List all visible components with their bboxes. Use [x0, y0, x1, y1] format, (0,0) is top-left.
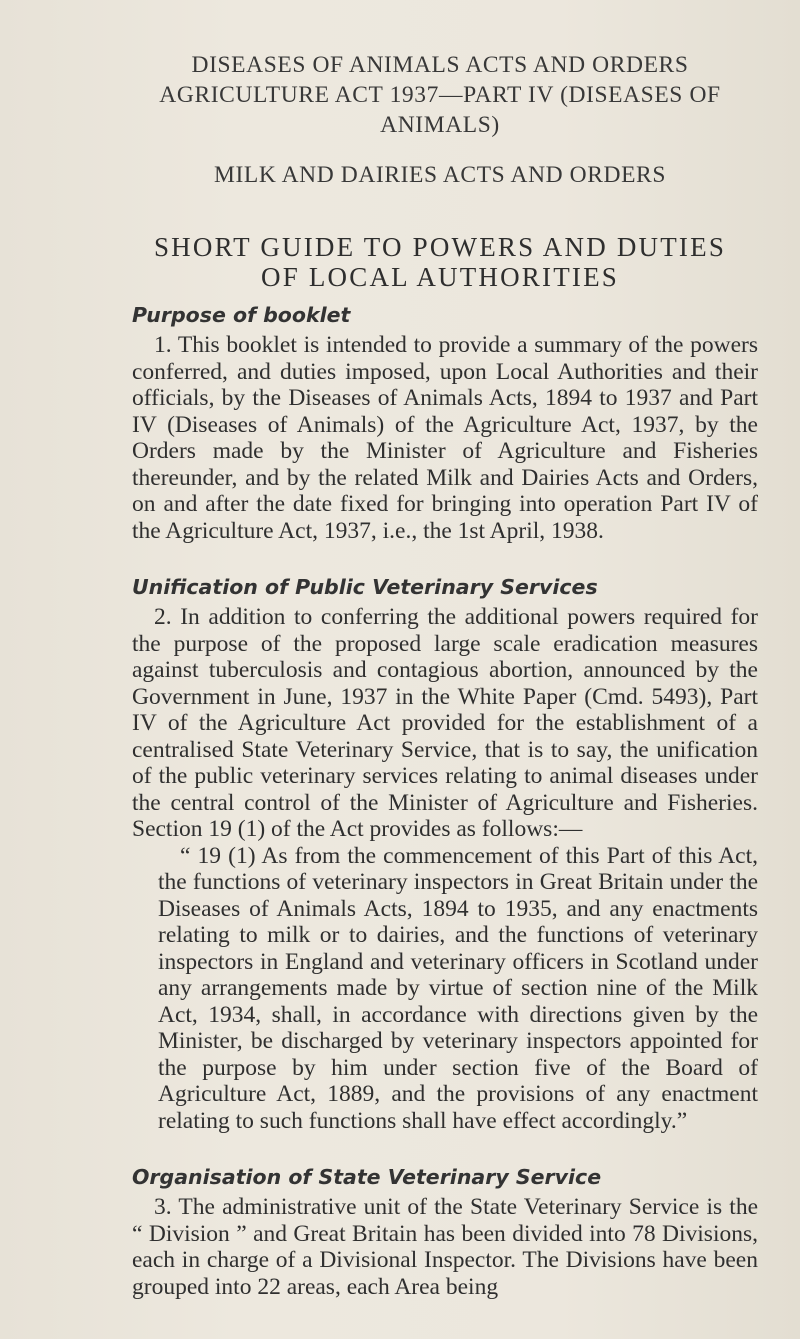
guide-title-line-1: SHORT GUIDE TO POWERS AND DUTIES — [153, 232, 727, 262]
section-heading-purpose: Purpose of booklet — [132, 303, 351, 327]
section-heading-organisation: Organisation of State Veterinary Service — [132, 1165, 602, 1189]
section-purpose — [132, 302, 758, 544]
guide-title-line-2: OF LOCAL AUTHORITIES — [261, 262, 619, 292]
header-line-diseases-acts: DISEASES OF ANIMALS ACTS AND ORDERS — [191, 52, 689, 78]
header-line-animals: ANIMALS) — [380, 112, 500, 138]
paragraph-1: 1. This booklet is intended to provide a summary of the powers conferred, and duties imposed, upon Local Authorities and their officials, by the Diseases of Animals Acts, 1894 to 1937 and Part IV (Diseases of Animals) of the Agriculture Act, 1937, by the Orders made by the Minister of Agriculture and Fisheries thereunder, and by the related Milk and Dairies Acts and Orders, on and after the date fixed for bringing into operation Part IV of the Agriculture Act, 1937, i.e., the 1st April, 1938. — [132, 332, 758, 544]
section-organisation — [132, 1164, 758, 1300]
header-line-milk-dairies: MILK AND DAIRIES ACTS AND ORDERS — [213, 162, 667, 188]
paragraph-3: 3. The administrative unit of the State Veterinary Service is the “ Division ” and Great Britain has been divided into 78 Divisions, each in charge of a Divisional Inspector. The Divisions have been grouped into 22 areas, each Area being — [132, 1194, 758, 1300]
section-heading-unification: Unification of Public Veterinary Services — [132, 575, 598, 599]
guide-title — [122, 232, 758, 292]
header-line-agriculture-act: AGRICULTURE ACT 1937—PART IV (DISEASES OF — [159, 82, 721, 108]
section-unification — [132, 574, 758, 1134]
document-header — [122, 50, 758, 190]
paragraph-2: 2. In addition to conferring the additional powers required for the purpose of the proposed large scale eradication measures against tuberculosis and contagious abortion, announced by the Government in June, 1937 in the White Paper (Cmd. 5493), Part IV of the Agriculture Act provided for the establishment of a centralised State Veterinary Service, that is to say, the unification of the public veterinary services relating to animal diseases under the central control of the Minister of Agriculture and Fisheries. Section 19 (1) of the Act provides as follows:— — [132, 604, 758, 842]
quoted-section-19: “ 19 (1) As from the commencement of this Part of this Act, the functions of veterinary inspectors in Great Britain under the Diseases of Animals Acts, 1894 to 1935, and any enactments relating to milk or to dairies, and the functions of veterinary inspectors in England and veterinary officers in Scotland under any arrangements made by virtue of section nine of the Milk Act, 1934, shall, in accordance with directions given by the Minister, be discharged by veterinary inspectors appointed for the purpose by him under section five of the Board of Agriculture Act, 1889, and the provisions of any enactment relating to such functions shall have effect accordingly.” — [158, 842, 758, 1134]
